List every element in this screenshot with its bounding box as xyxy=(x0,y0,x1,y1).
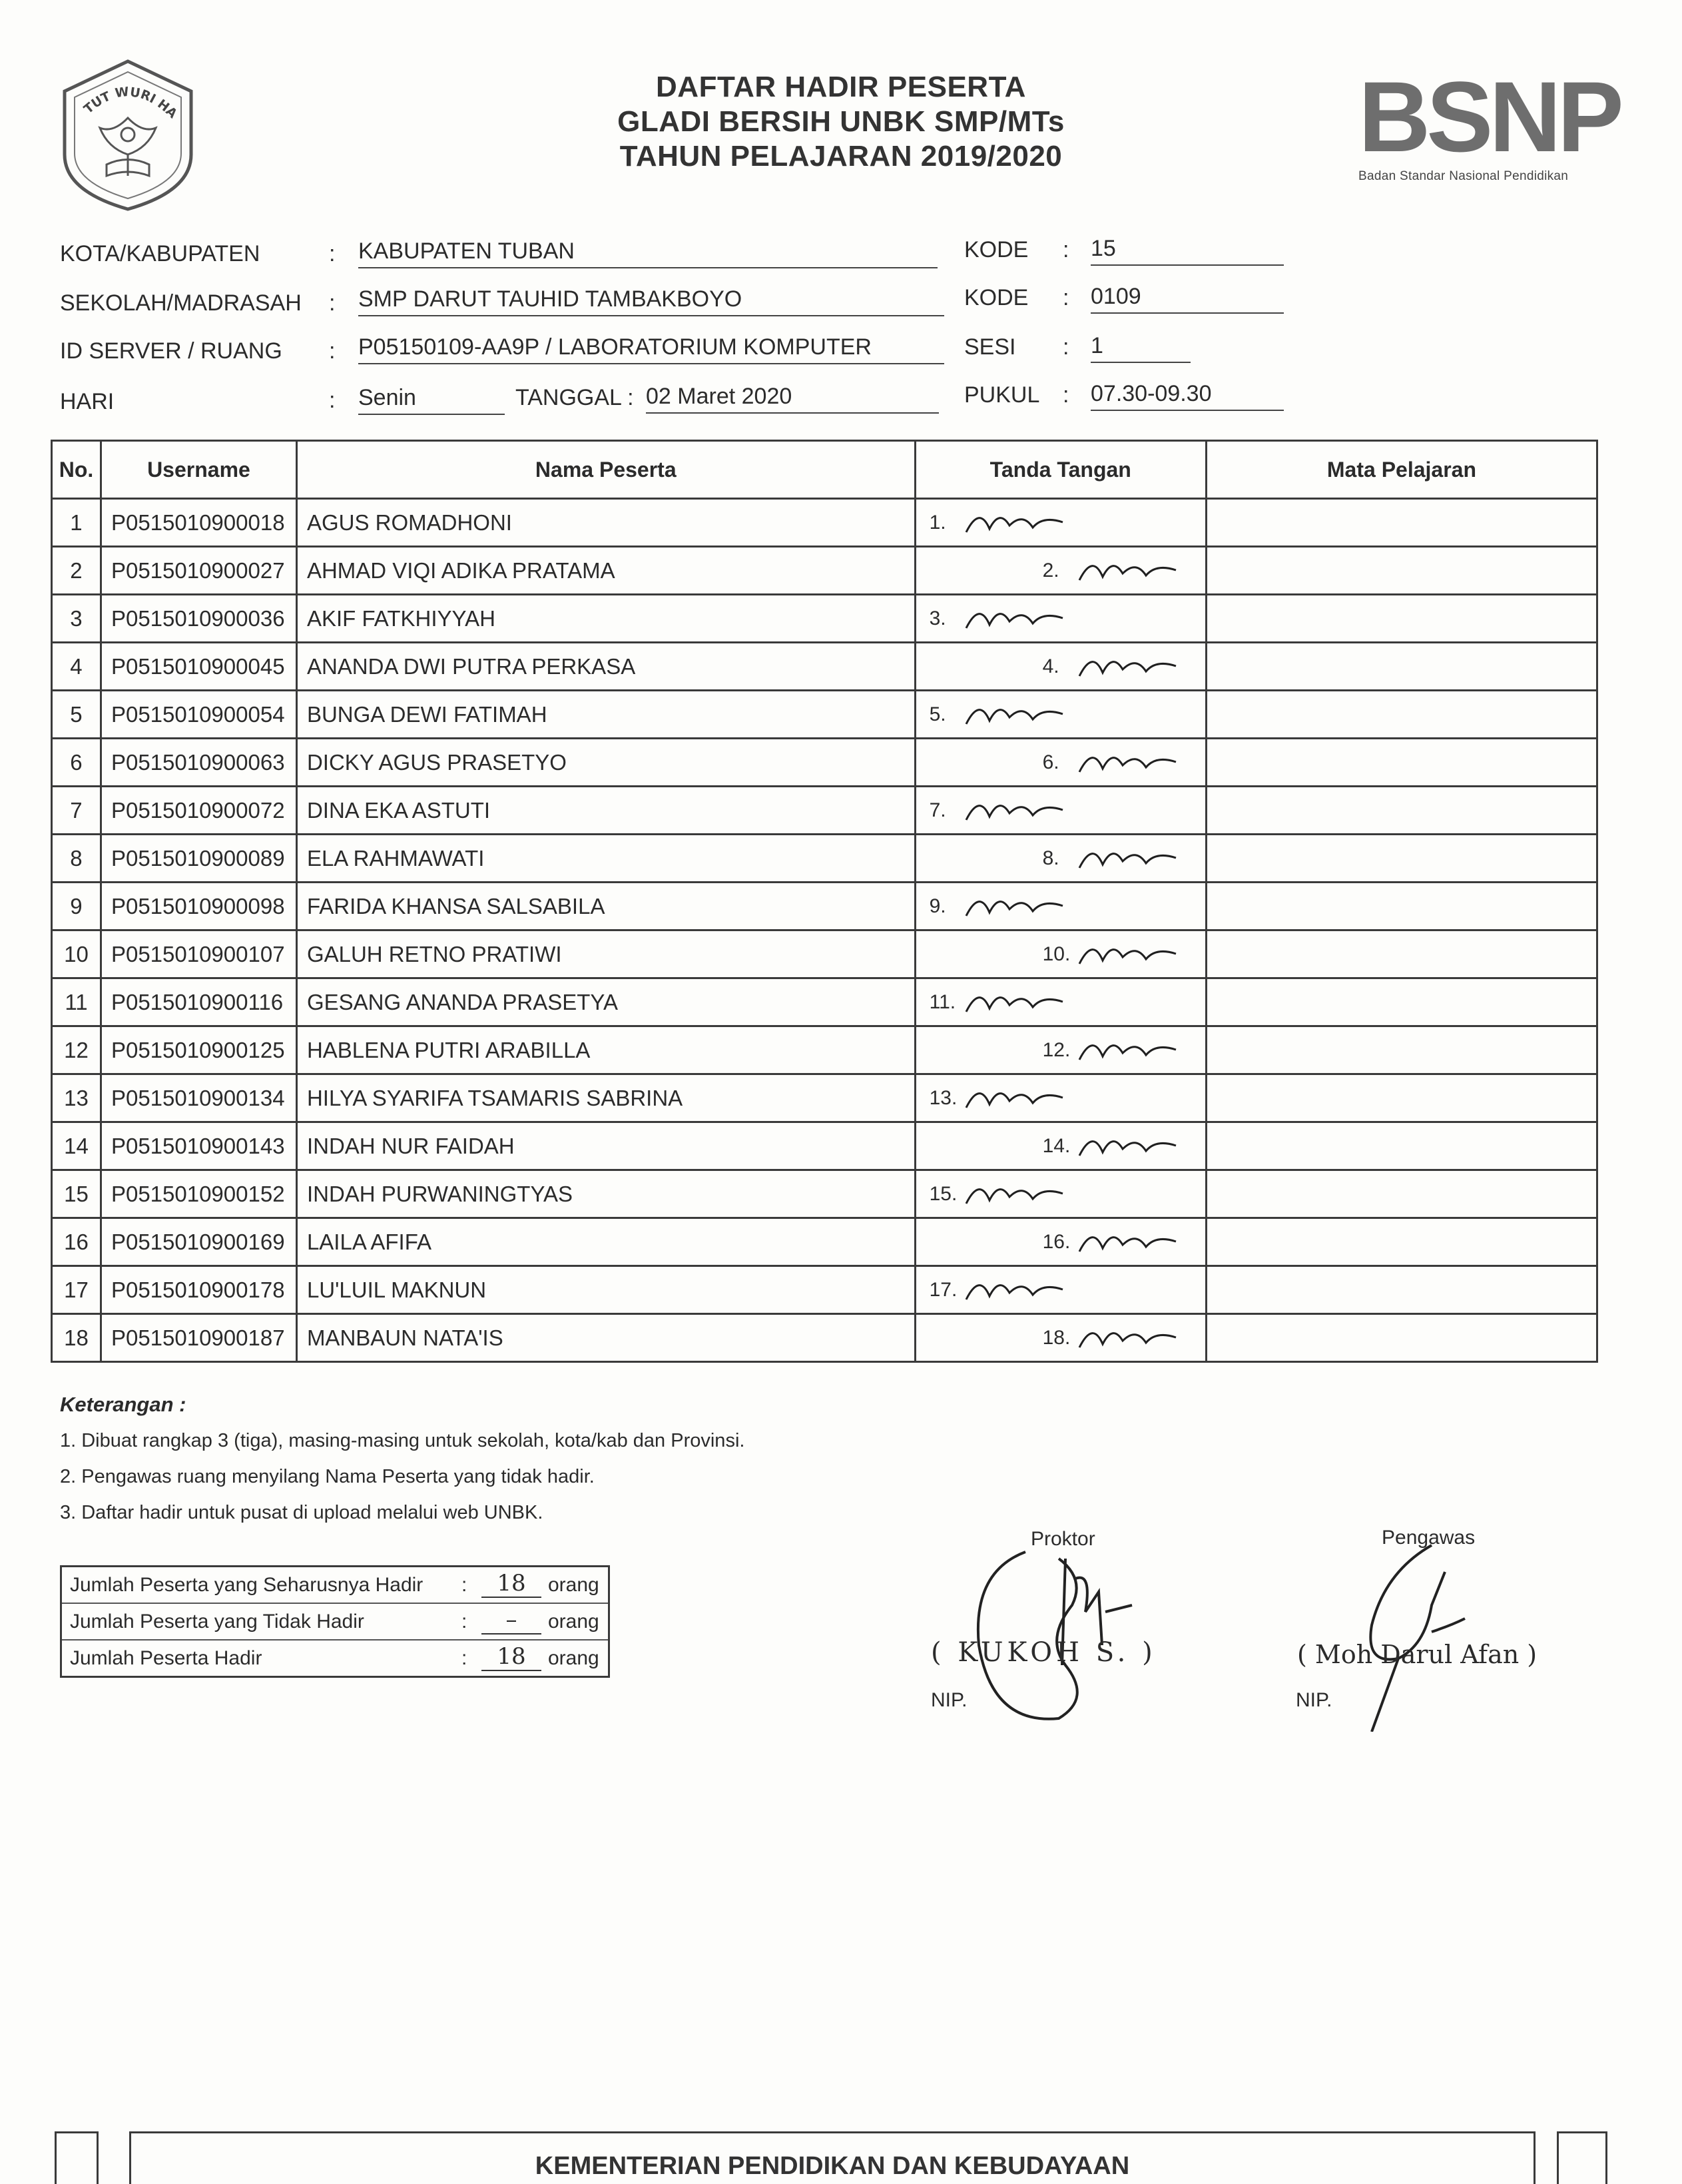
table-row xyxy=(52,1074,1597,1122)
sekolah-label: SEKOLAH/MADRASAH xyxy=(60,290,302,316)
row-username: P0515010900116 xyxy=(101,978,296,1026)
row-tanda-tangan xyxy=(915,739,1206,787)
sesi-label: SESI xyxy=(964,334,1016,360)
row-username: P0515010900072 xyxy=(101,787,296,835)
table-row xyxy=(52,835,1597,883)
row-username: P0515010900018 xyxy=(101,499,296,547)
summary-unit: orang xyxy=(548,1611,599,1633)
header-mata-pelajaran: Mata Pelajaran xyxy=(1206,441,1597,499)
row-number: 5 xyxy=(52,691,101,739)
server-colon: : xyxy=(329,338,336,364)
hari-colon: : xyxy=(329,388,336,413)
summary-label: Jumlah Peserta Hadir xyxy=(70,1647,262,1669)
table-row xyxy=(52,547,1597,595)
row-tanda-tangan xyxy=(915,787,1206,835)
row-tanda-tangan xyxy=(915,643,1206,691)
row-username: P0515010900027 xyxy=(101,547,296,595)
row-nama-peserta: DICKY AGUS PRASETYO xyxy=(296,739,915,787)
summary-colon: : xyxy=(461,1611,467,1633)
kota-label: KOTA/KABUPATEN xyxy=(60,241,260,266)
row-username: P0515010900036 xyxy=(101,595,296,643)
signature-number: 11. xyxy=(929,991,956,1013)
row-number: 17 xyxy=(52,1266,101,1314)
signature-scribble-icon xyxy=(1076,646,1189,686)
signature-number: 9. xyxy=(929,895,946,917)
server-value: P05150109-AA9P / LABORATORIUM KOMPUTER xyxy=(358,334,944,364)
summary-label: Jumlah Peserta yang Seharusnya Hadir xyxy=(70,1574,423,1596)
row-nama-peserta: GESANG ANANDA PRASETYA xyxy=(296,978,915,1026)
header-tanda-tangan: Tanda Tangan xyxy=(915,441,1206,499)
row-tanda-tangan xyxy=(915,1170,1206,1218)
row-username: P0515010900089 xyxy=(101,835,296,883)
kota-kode-value: 15 xyxy=(1091,236,1284,266)
row-mata-pelajaran xyxy=(1206,643,1597,691)
row-number: 6 xyxy=(52,739,101,787)
row-tanda-tangan xyxy=(915,1074,1206,1122)
signature-scribble-icon xyxy=(963,694,1076,734)
proktor-name: ( KUKOH S. ) xyxy=(931,1637,1157,1668)
row-username: P0515010900107 xyxy=(101,930,296,978)
signature-number: 5. xyxy=(929,703,946,725)
row-mata-pelajaran xyxy=(1206,1218,1597,1266)
attendance-table xyxy=(51,440,1598,1363)
row-number: 1 xyxy=(52,499,101,547)
row-number: 8 xyxy=(52,835,101,883)
row-tanda-tangan xyxy=(915,547,1206,595)
pukul-colon: : xyxy=(1063,382,1069,408)
sekolah-kode-colon: : xyxy=(1063,285,1069,310)
table-row xyxy=(52,691,1597,739)
row-username: P0515010900152 xyxy=(101,1170,296,1218)
signature-number: 6. xyxy=(1042,751,1059,773)
row-mata-pelajaran xyxy=(1206,1314,1597,1362)
attendance-table-body xyxy=(52,499,1597,1362)
row-number: 4 xyxy=(52,643,101,691)
pukul-label: PUKUL xyxy=(964,382,1040,408)
row-mata-pelajaran xyxy=(1206,835,1597,883)
note-item: 3. Daftar hadir untuk pusat di upload melalui web UNBK. xyxy=(60,1502,543,1523)
row-number: 10 xyxy=(52,930,101,978)
kota-kode-colon: : xyxy=(1063,237,1069,262)
info-block xyxy=(0,0,1682,433)
row-mata-pelajaran xyxy=(1206,595,1597,643)
pengawas-label: Pengawas xyxy=(1382,1527,1476,1549)
notes-section xyxy=(60,1387,744,1531)
row-number: 2 xyxy=(52,547,101,595)
row-mata-pelajaran xyxy=(1206,1122,1597,1170)
sekolah-kode-label: KODE xyxy=(964,285,1029,310)
notes-heading: Keterangan : xyxy=(60,1393,186,1416)
row-username: P0515010900178 xyxy=(101,1266,296,1314)
row-number: 7 xyxy=(52,787,101,835)
table-row xyxy=(52,883,1597,930)
row-username: P0515010900098 xyxy=(101,883,296,930)
pengawas-signature-icon xyxy=(1318,1532,1518,1735)
title-line-1: DAFTAR HADIR PESERTA xyxy=(656,71,1026,103)
signature-scribble-icon xyxy=(1076,550,1189,590)
table-row xyxy=(52,1170,1597,1218)
row-mata-pelajaran xyxy=(1206,883,1597,930)
header-no: No. xyxy=(52,441,101,499)
row-username: P0515010900187 xyxy=(101,1314,296,1362)
row-mata-pelajaran xyxy=(1206,691,1597,739)
row-nama-peserta: INDAH PURWANINGTYAS xyxy=(296,1170,915,1218)
sekolah-value: SMP DARUT TAUHID TAMBAKBOYO xyxy=(358,286,944,316)
row-number: 16 xyxy=(52,1218,101,1266)
signature-scribble-icon xyxy=(1076,1222,1189,1262)
signature-scribble-icon xyxy=(1076,1317,1189,1357)
signature-scribble-icon xyxy=(963,790,1076,830)
row-number: 9 xyxy=(52,883,101,930)
row-mata-pelajaran xyxy=(1206,499,1597,547)
footer-banner xyxy=(129,2131,1536,2184)
attendance-summary-box xyxy=(60,1565,610,1678)
note-item: 1. Dibuat rangkap 3 (tiga), masing-masing untuk sekolah, kota/kab dan Provinsi. xyxy=(60,1430,745,1451)
signature-number: 10. xyxy=(1042,943,1071,965)
row-number: 13 xyxy=(52,1074,101,1122)
row-tanda-tangan xyxy=(915,1122,1206,1170)
summary-unit: orang xyxy=(548,1647,599,1669)
signature-scribble-icon xyxy=(1076,934,1189,974)
row-nama-peserta: AHMAD VIQI ADIKA PRATAMA xyxy=(296,547,915,595)
row-mata-pelajaran xyxy=(1206,1074,1597,1122)
signature-scribble-icon xyxy=(1076,1030,1189,1070)
pengawas-name: ( Moh Darul Afan ) xyxy=(1297,1640,1538,1669)
table-row xyxy=(52,595,1597,643)
row-nama-peserta: LAILA AFIFA xyxy=(296,1218,915,1266)
signature-number: 16. xyxy=(1042,1231,1071,1253)
pukul-value: 07.30-09.30 xyxy=(1091,381,1284,411)
header-nama: Nama Peserta xyxy=(296,441,915,499)
row-tanda-tangan xyxy=(915,1026,1206,1074)
row-username: P0515010900054 xyxy=(101,691,296,739)
footer-text: KEMENTERIAN PENDIDIKAN DAN KEBUDAYAAN xyxy=(535,2152,1130,2180)
table-row xyxy=(52,1122,1597,1170)
signature-number: 15. xyxy=(929,1183,958,1205)
hari-value: Senin xyxy=(358,385,505,415)
summary-colon: : xyxy=(461,1574,467,1596)
row-mata-pelajaran xyxy=(1206,978,1597,1026)
header-username: Username xyxy=(101,441,296,499)
row-nama-peserta: LU'LUIL MAKNUN xyxy=(296,1266,915,1314)
signature-number: 13. xyxy=(929,1087,958,1109)
signature-scribble-icon xyxy=(1076,1126,1189,1166)
table-row xyxy=(52,643,1597,691)
table-header-row xyxy=(52,441,1597,499)
row-number: 14 xyxy=(52,1122,101,1170)
row-number: 3 xyxy=(52,595,101,643)
row-tanda-tangan xyxy=(915,1266,1206,1314)
row-nama-peserta: FARIDA KHANSA SALSABILA xyxy=(296,883,915,930)
kota-colon: : xyxy=(329,241,336,266)
signature-scribble-icon xyxy=(963,982,1076,1022)
signature-number: 17. xyxy=(929,1279,958,1301)
title-line-2: GLADI BERSIH UNBK SMP/MTs xyxy=(617,105,1065,138)
tanggal-value: 02 Maret 2020 xyxy=(646,384,939,414)
signature-scribble-icon xyxy=(1076,742,1189,782)
row-username: P0515010900125 xyxy=(101,1026,296,1074)
row-tanda-tangan xyxy=(915,978,1206,1026)
signature-scribble-icon xyxy=(963,1270,1076,1309)
kota-value: KABUPATEN TUBAN xyxy=(358,238,938,268)
row-nama-peserta: HILYA SYARIFA TSAMARIS SABRINA xyxy=(296,1074,915,1122)
signature-number: 1. xyxy=(929,512,946,534)
row-tanda-tangan xyxy=(915,499,1206,547)
table-row xyxy=(52,1314,1597,1362)
summary-unit: orang xyxy=(548,1574,599,1596)
signature-scribble-icon xyxy=(1076,838,1189,878)
signature-number: 8. xyxy=(1042,847,1059,869)
title-line-3: TAHUN PELAJARAN 2019/2020 xyxy=(619,140,1063,173)
server-label: ID SERVER / RUANG xyxy=(60,338,282,364)
proktor-nip-label: NIP. xyxy=(931,1689,968,1711)
table-row xyxy=(52,1266,1597,1314)
row-mata-pelajaran xyxy=(1206,739,1597,787)
row-username: P0515010900143 xyxy=(101,1122,296,1170)
row-tanda-tangan xyxy=(915,930,1206,978)
row-mata-pelajaran xyxy=(1206,547,1597,595)
table-row xyxy=(52,978,1597,1026)
table-row xyxy=(52,739,1597,787)
row-tanda-tangan xyxy=(915,1218,1206,1266)
row-number: 12 xyxy=(52,1026,101,1074)
row-tanda-tangan xyxy=(915,883,1206,930)
sekolah-colon: : xyxy=(329,290,336,316)
row-tanda-tangan xyxy=(915,1314,1206,1362)
table-row xyxy=(52,1026,1597,1074)
table-row xyxy=(52,930,1597,978)
sesi-colon: : xyxy=(1063,334,1069,360)
row-mata-pelajaran xyxy=(1206,1026,1597,1074)
row-nama-peserta: GALUH RETNO PRATIWI xyxy=(296,930,915,978)
signature-scribble-icon xyxy=(963,886,1076,926)
summary-colon: : xyxy=(461,1647,467,1669)
row-mata-pelajaran xyxy=(1206,1170,1597,1218)
tanggal-label: TANGGAL : xyxy=(515,385,634,410)
footer-left-corner xyxy=(55,2131,99,2184)
signature-scribble-icon xyxy=(963,598,1076,638)
row-nama-peserta: AGUS ROMADHONI xyxy=(296,499,915,547)
signature-number: 18. xyxy=(1042,1327,1071,1349)
row-nama-peserta: ELA RAHMAWATI xyxy=(296,835,915,883)
signature-scribble-icon xyxy=(963,1078,1076,1118)
footer-right-corner xyxy=(1557,2131,1607,2184)
row-mata-pelajaran xyxy=(1206,930,1597,978)
row-username: P0515010900045 xyxy=(101,643,296,691)
row-username: P0515010900063 xyxy=(101,739,296,787)
hari-label: HARI xyxy=(60,389,115,414)
summary-row-present xyxy=(62,1640,608,1676)
row-nama-peserta: ANANDA DWI PUTRA PERKASA xyxy=(296,643,915,691)
summary-value: 18 xyxy=(481,1643,541,1671)
summary-value: 18 xyxy=(481,1570,541,1598)
row-nama-peserta: BUNGA DEWI FATIMAH xyxy=(296,691,915,739)
row-nama-peserta: DINA EKA ASTUTI xyxy=(296,787,915,835)
row-number: 11 xyxy=(52,978,101,1026)
signature-number: 4. xyxy=(1042,655,1059,677)
row-mata-pelajaran xyxy=(1206,1266,1597,1314)
sekolah-kode-value: 0109 xyxy=(1091,284,1284,314)
bsnp-subtitle: Badan Standar Nasional Pendidikan xyxy=(1358,169,1569,183)
row-nama-peserta: HABLENA PUTRI ARABILLA xyxy=(296,1026,915,1074)
summary-row-absent xyxy=(62,1604,608,1640)
row-tanda-tangan xyxy=(915,691,1206,739)
proktor-label: Proktor xyxy=(1031,1528,1095,1550)
signature-number: 14. xyxy=(1042,1135,1071,1157)
row-nama-peserta: INDAH NUR FAIDAH xyxy=(296,1122,915,1170)
logo-motto: TUT WURI HA xyxy=(81,84,180,122)
table-row xyxy=(52,787,1597,835)
pengawas-nip-label: NIP. xyxy=(1296,1689,1332,1711)
row-nama-peserta: MANBAUN NATA'IS xyxy=(296,1314,915,1362)
row-nama-peserta: AKIF FATKHIYYAH xyxy=(296,595,915,643)
row-mata-pelajaran xyxy=(1206,787,1597,835)
summary-value: – xyxy=(481,1607,541,1635)
signature-number: 12. xyxy=(1042,1039,1071,1061)
row-tanda-tangan xyxy=(915,595,1206,643)
row-number: 15 xyxy=(52,1170,101,1218)
bsnp-logo-text: BSNP xyxy=(1358,61,1620,173)
row-number: 18 xyxy=(52,1314,101,1362)
kota-kode-label: KODE xyxy=(964,237,1029,262)
note-item: 2. Pengawas ruang menyilang Nama Peserta yang tidak hadir. xyxy=(60,1466,595,1487)
signature-number: 2. xyxy=(1042,559,1059,581)
signature-number: 3. xyxy=(929,607,946,629)
row-username: P0515010900169 xyxy=(101,1218,296,1266)
row-tanda-tangan xyxy=(915,835,1206,883)
summary-label: Jumlah Peserta yang Tidak Hadir xyxy=(70,1611,364,1633)
table-row xyxy=(52,499,1597,547)
sesi-value: 1 xyxy=(1091,333,1191,363)
table-row xyxy=(52,1218,1597,1266)
summary-row-expected xyxy=(62,1567,608,1604)
signature-number: 7. xyxy=(929,799,946,821)
signature-scribble-icon xyxy=(963,1174,1076,1214)
row-username: P0515010900134 xyxy=(101,1074,296,1122)
signature-scribble-icon xyxy=(963,502,1076,542)
